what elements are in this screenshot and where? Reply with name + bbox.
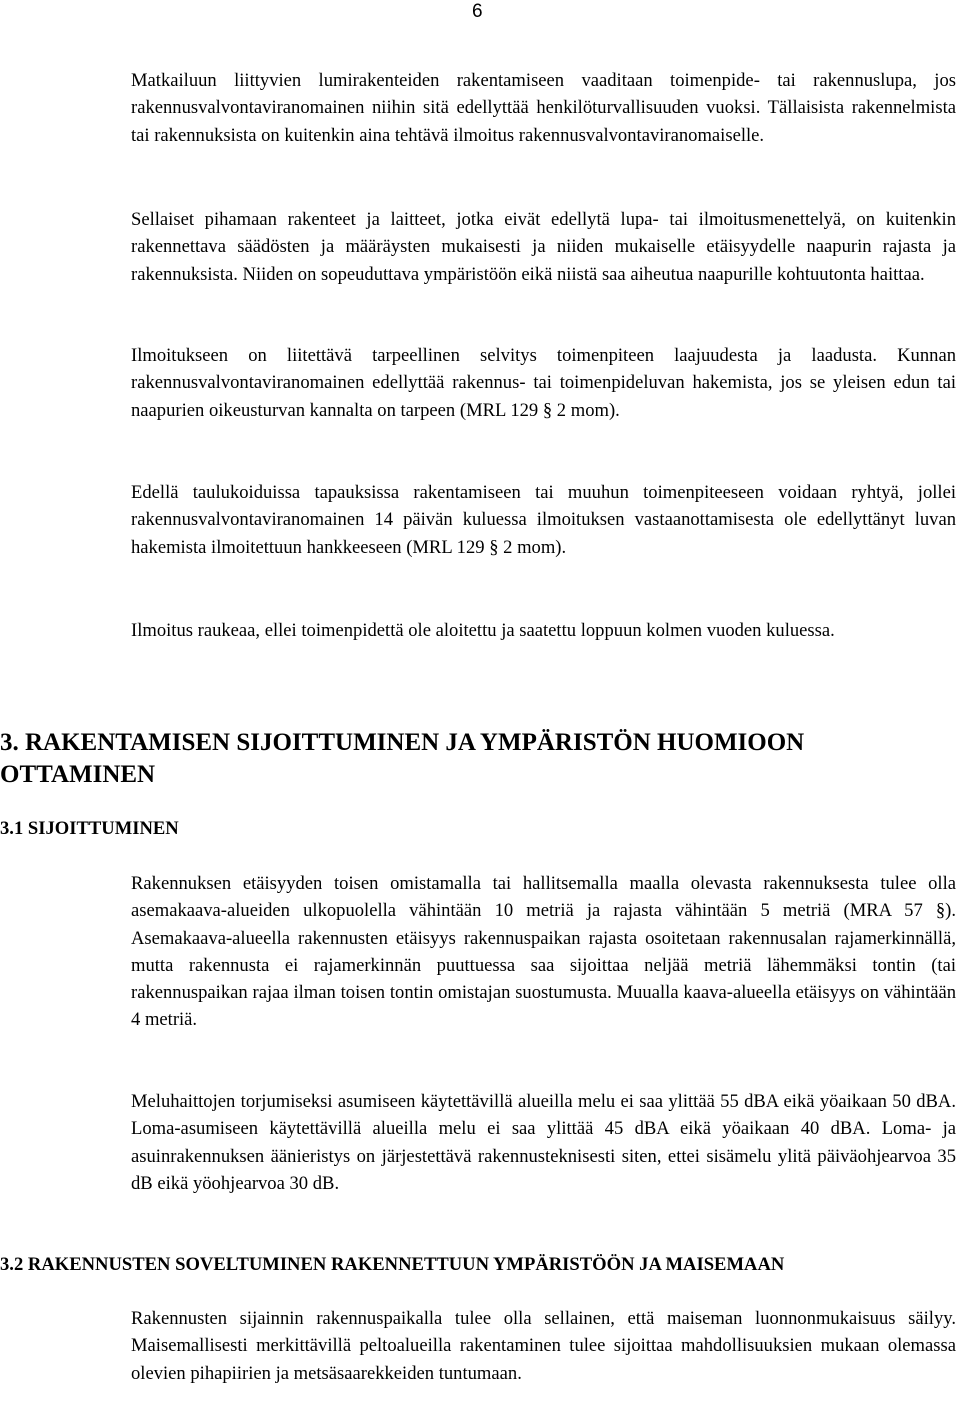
paragraph-landscape-placement: Rakennusten sijainnin rakennuspaikalla tulee olla sellainen, että maiseman luonnonmukaisuus säilyy. Maisemallisesti merkittävillä peltoalueilla rakentaminen tulee sijoittaa mahdollisuuksien mukaan olemassa olevien pihapiirien ja metsäsaarekkeiden tuntumaan. [131,1308,956,1384]
paragraph-notification-attachment: Ilmoitukseen on liitettävä tarpeellinen selvitys toimenpiteen laajuudesta ja laadusta. Kunnan rakennusvalvontaviranomainen edellyttää rakennus- tai toimenpideluvan hakemista, jos se yleisen edun tai naapurien oikeusturvan kannalta on tarpeen (MRL 129 § 2 mom). [131,345,956,421]
paragraph-noise-limits: Meluhaittojen torjumiseksi asumiseen käytettävillä alueilla melu ei saa ylittää 55 dBA eikä yöaikaan 50 dBA. Loma-asumiseen käytettävillä alueilla melu ei saa ylittää 45 dBA eikä yöaikaan 40 dBA. Loma- ja asuinrakennuksen äänieristys on järjestettävä rakennusteknisesti siten, ettei sisämelu ylitä päiväohjearvoa 35 dB eikä yöohjearvoa 30 dB. [131,1091,956,1194]
section-3-heading: 3. RAKENTAMISEN SIJOITTUMINEN JA YMPÄRISTÖN HUOMIOON OTTAMINEN [0,729,805,788]
paragraph-notification-expiry: Ilmoitus raukeaa, ellei toimenpidettä ole aloitettu ja saatettu loppuun kolmen vuoden kuluessa. [131,620,835,641]
paragraph-tabulated-cases: Edellä taulukoiduissa tapauksissa rakentamiseen tai muuhun toimenpiteeseen voidaan ryhtyä, jollei rakennusvalvontaviranomainen 14 päivän kuluessa ilmoituksen vastaanottamisesta ole edellyttänyt luvan hakemista ilmoitettuun hankkeeseen (MRL 129 § 2 mom). [131,482,956,558]
paragraph-yard-structures: Sellaiset pihamaan rakenteet ja laitteet, jotka eivät edellytä lupa- tai ilmoitusmenettelyä, on kuitenkin rakennettava säädösten ja määräysten mukaisesti ja niiden mukaiselle etäisyydelle naapurin rajasta ja rakennuksista. Niiden on sopeuduttava ympäristöön eikä niistä saa aiheutua naapurille kohtuutonta haittaa. [131,209,956,285]
paragraph-building-distance: Rakennuksen etäisyyden toisen omistamalla tai hallitsemalla maalla olevasta rakennuksesta tulee olla asemakaava-alueiden ulkopuolella vähintään 10 metriä ja rajasta vähintään 5 metriä (MRA 57 §). Asemakaava-alueella rakennusten etäisyys rakennuspaikan rajasta osoitetaan rakennusalan rajamerkinnällä, mutta rakennusta ei rajamerkinnän puuttuessa saa sijoittaa neljää metriä lähemmäksi tontin (tai rakennuspaikan rajaa ilman toisen tontin omistajan suostumusta. Muualla kaava-alueella etäisyys on vähintään 4 metriä. [131,873,956,1031]
section-3-1-heading: 3.1 SIJOITTUMINEN [0,818,179,839]
page-number: 6 [472,1,483,22]
section-3-2-heading: 3.2 RAKENNUSTEN SOVELTUMINEN RAKENNETTUUN YMPÄRISTÖÖN JA MAISEMAAN [0,1254,785,1275]
paragraph-snow-structures: Matkailuun liittyvien lumirakenteiden rakentamiseen vaaditaan toimenpide- tai rakennuslupa, jos rakennusvalvontaviranomainen niihin sitä edellyttää henkilöturvallisuuden vuoksi. Tällaisista rakennelmista tai rakennuksista on kuitenkin aina tehtävä ilmoitus rakennusvalvontaviranomaiselle. [131,70,956,146]
